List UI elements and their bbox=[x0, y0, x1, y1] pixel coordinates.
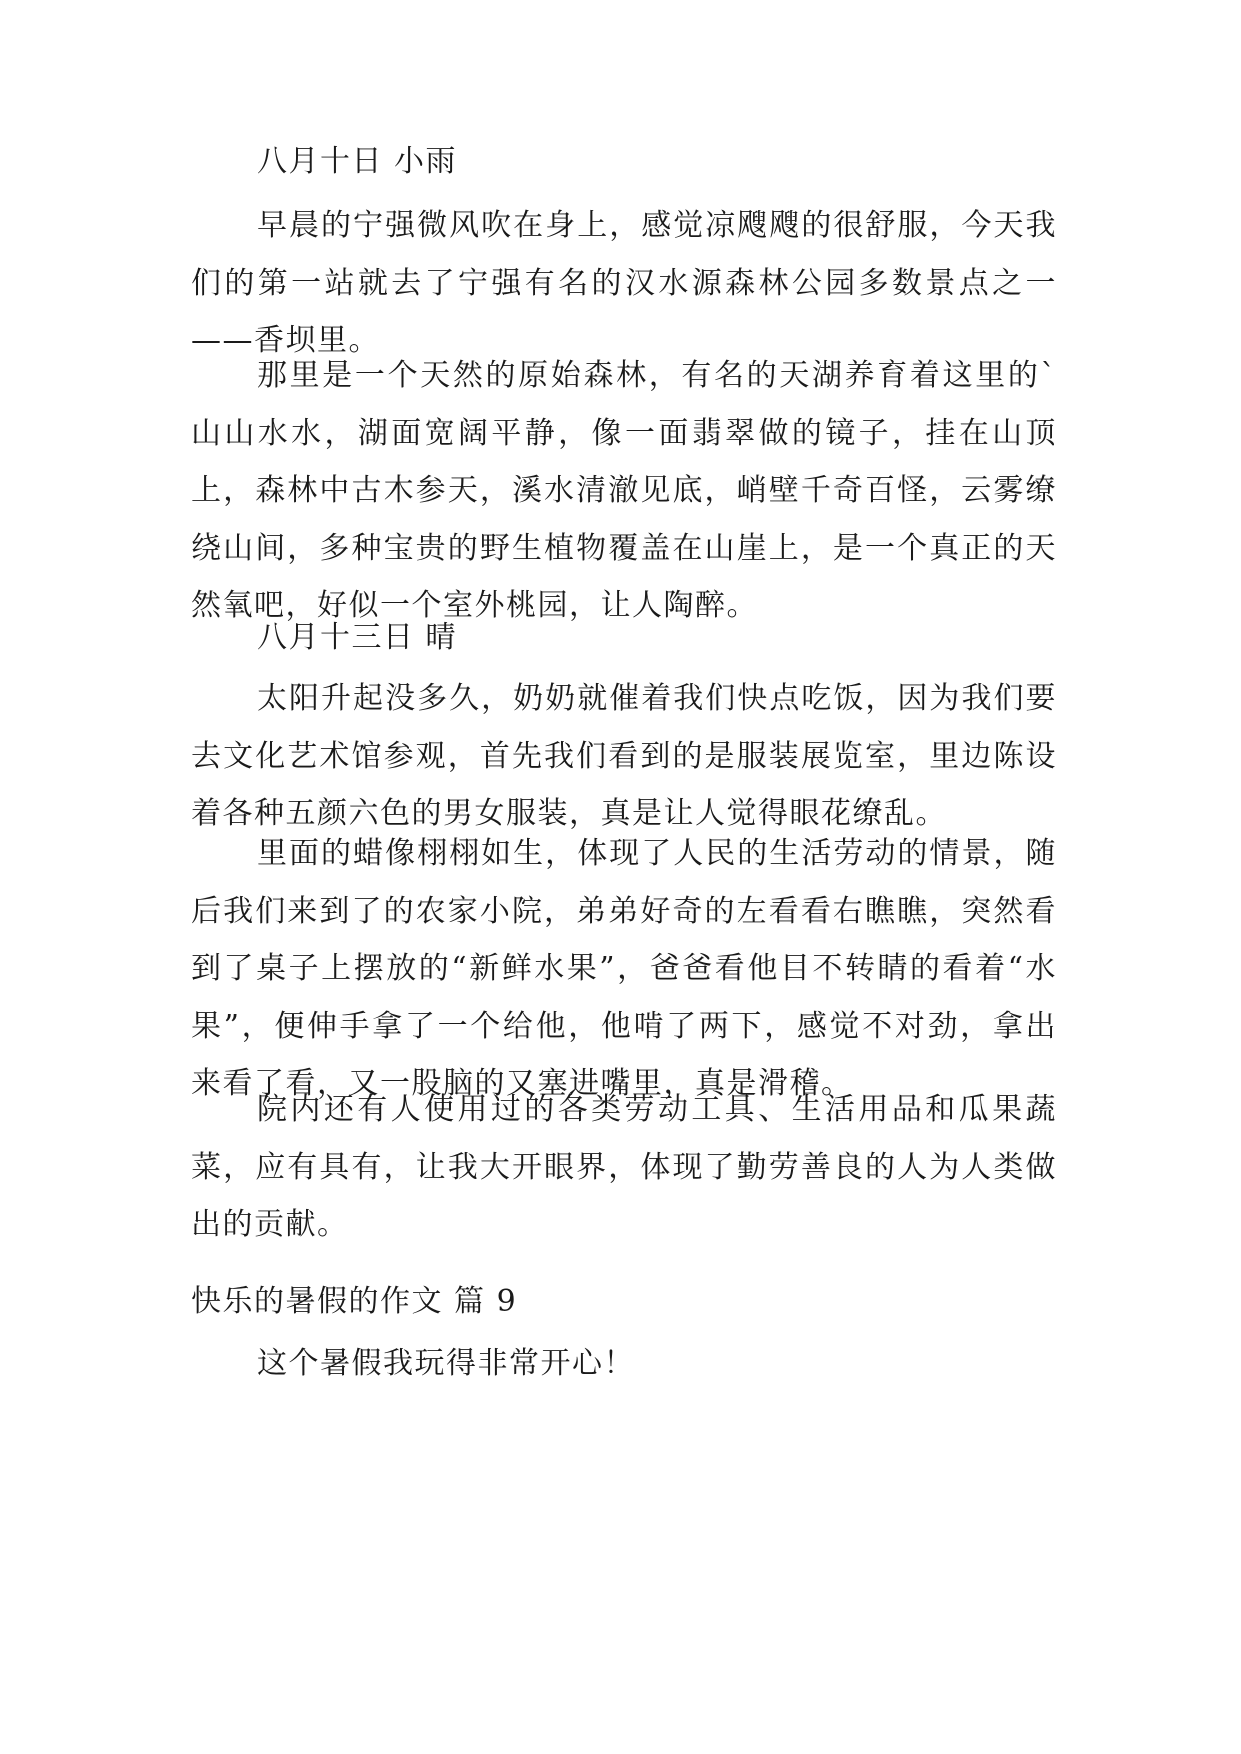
paragraph-5: 院内还有人使用过的各类劳动工具、生活用品和瓜果蔬菜，应有具有，让我大开眼界，体现了勤劳善良的人为人类做出的贡献。 bbox=[191, 1092, 1057, 1242]
date-line-aug-10: 八月十日 小雨 bbox=[257, 144, 458, 179]
paragraph-3: 太阳升起没多久，奶奶就催着我们快点吃饭，因为我们要去文化艺术馆参观，首先我们看到的是服装展览室，里边陈设着各种五颜六色的男女服装，真是让人觉得眼花缭乱。 bbox=[191, 681, 1057, 831]
paragraph-1: 早晨的宁强微风吹在身上，感觉凉飕飕的很舒服，今天我们的第一站就去了宁强有名的汉水源森林公园多数景点之一——香坝里。 bbox=[191, 208, 1057, 358]
section-first-line: 这个暑假我玩得非常开心！ bbox=[257, 1346, 635, 1381]
paragraph-4: 里面的蜡像栩栩如生，体现了人民的生活劳动的情景，随后我们来到了的农家小院，弟弟好奇的左看看右瞧瞧，突然看到了桌子上摆放的“新鲜水果”，爸爸看他目不转睛的看着“水果”，便伸手拿了一个给他，他啃了两下，感觉不对劲，拿出来看了看，又一股脑的又塞进嘴里，真是滑稽。 bbox=[191, 836, 1057, 1101]
paragraph-2: 那里是一个天然的原始森林，有名的天湖养育着这里的`山山水水，湖面宽阔平静，像一面翡翠做的镜子，挂在山顶上，森林中古木参天，溪水清澈见底，峭壁千奇百怪，云雾缭绕山间，多种宝贵的野生植物覆盖在山崖上，是一个真正的天然氧吧，好似一个室外桃园，让人陶醉。 bbox=[191, 358, 1057, 623]
date-line-aug-13: 八月十三日 晴 bbox=[257, 620, 458, 655]
section-title: 快乐的暑假的作文 篇 9 bbox=[191, 1284, 518, 1319]
